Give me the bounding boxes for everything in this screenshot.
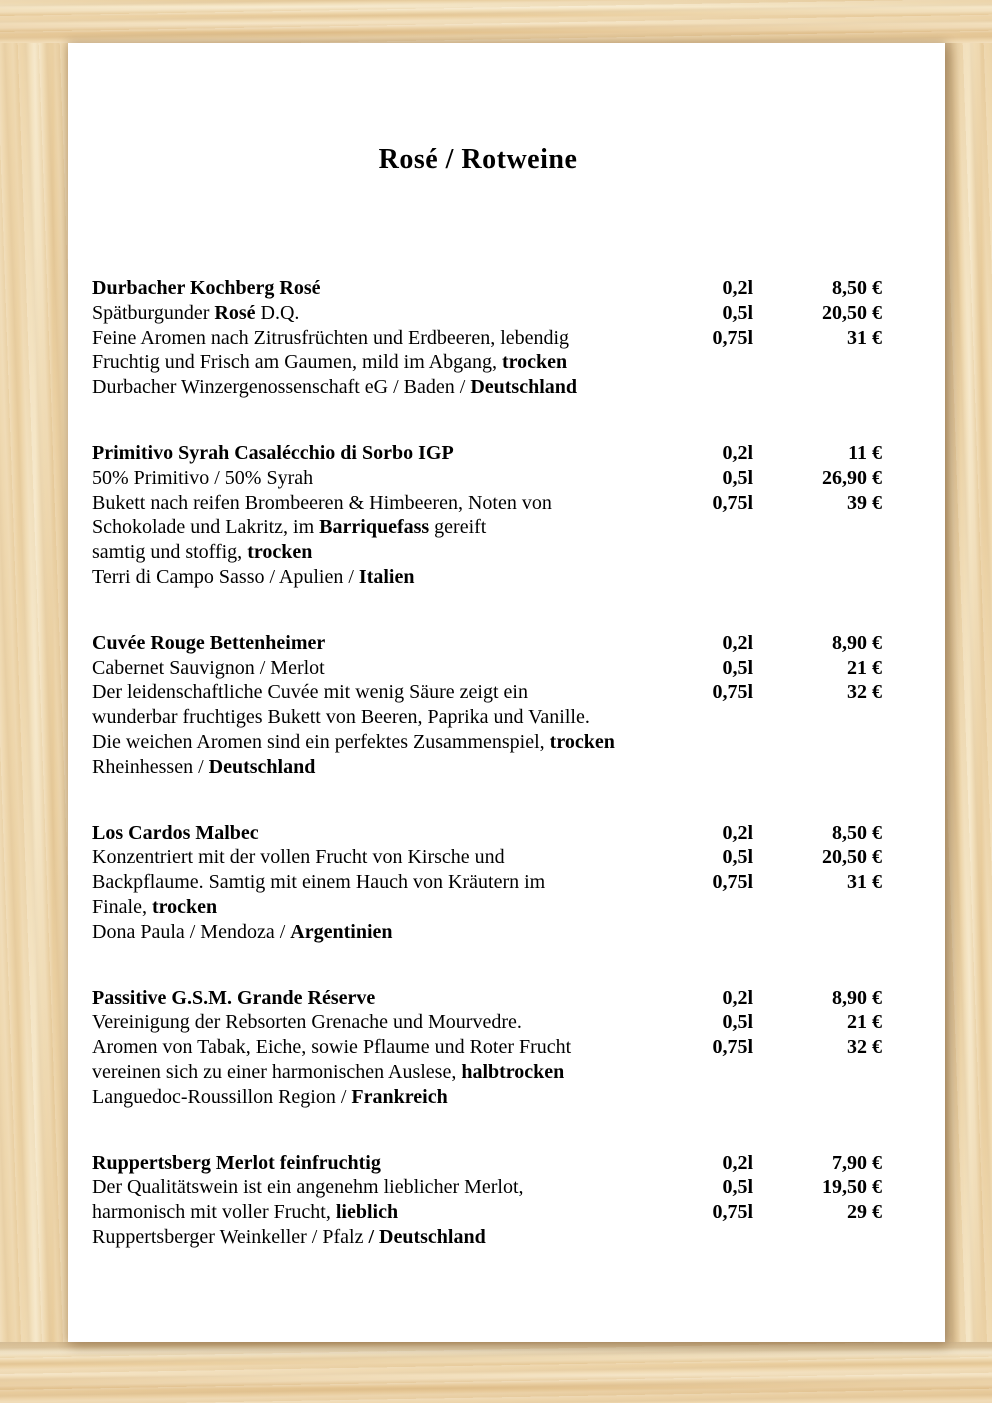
price-row	[683, 1035, 882, 1060]
price-value: 21 €	[847, 1011, 882, 1034]
price-row	[683, 441, 882, 466]
price-value: 20,50 €	[822, 846, 882, 869]
wine-description-bold-segment: Rosé	[214, 301, 256, 324]
wood-frame-bottom	[0, 1342, 992, 1403]
wine-description-line	[92, 1060, 732, 1085]
wine-description-line	[92, 870, 732, 895]
wine-description-segment: Aromen von Tabak, Eiche, sowie Pflaume und Roter Frucht	[92, 1036, 572, 1059]
wine-text-block	[92, 1151, 732, 1250]
serving-size: 0,5l	[722, 846, 753, 869]
wood-frame-left	[0, 43, 68, 1342]
wine-name: Ruppertsberg Merlot feinfruchtig	[92, 1151, 381, 1174]
wine-price-table	[683, 631, 882, 705]
serving-size: 0,75l	[712, 491, 753, 514]
wine-description-bold-segment: Barriquefass	[319, 516, 430, 539]
wine-description-segment: Konzentriert mit der vollen Frucht von Kirsche und	[92, 846, 505, 869]
wine-description-segment: Languedoc-Roussillon Region /	[92, 1085, 352, 1108]
wine-list	[68, 276, 945, 1291]
wine-entry	[92, 1151, 945, 1250]
wine-description-segment: gereift	[429, 516, 487, 539]
wine-text-block	[92, 821, 732, 945]
serving-size: 0,5l	[722, 656, 753, 679]
price-value: 11 €	[848, 441, 882, 464]
wine-description-segment: samtig und stoffig,	[92, 541, 248, 564]
serving-size: 0,75l	[712, 326, 753, 349]
wine-description-bold-segment: Deutschland	[470, 376, 578, 399]
serving-size: 0,5l	[722, 466, 753, 489]
price-row	[683, 466, 882, 491]
price-value: 20,50 €	[822, 301, 882, 324]
wine-price-table	[683, 821, 882, 895]
wine-description-line	[92, 920, 732, 945]
wine-description-bold-segment: Argentinien	[290, 920, 393, 943]
page-title: Rosé / Rotweine	[378, 144, 578, 175]
wine-description-line	[92, 1175, 732, 1200]
wine-name: Primitivo Syrah Casalécchio di Sorbo IGP	[92, 441, 454, 464]
price-row	[683, 301, 882, 326]
wine-description-line	[92, 1085, 732, 1110]
wine-description-bold-segment: Italien	[358, 565, 415, 588]
wine-description-line	[92, 656, 732, 681]
wine-text-block	[92, 441, 732, 590]
wine-description-line	[92, 1225, 732, 1250]
price-row	[683, 1175, 882, 1200]
price-value: 39 €	[847, 491, 882, 514]
serving-size: 0,75l	[712, 681, 753, 704]
serving-size: 0,2l	[722, 277, 753, 299]
wine-description-bold-segment: trocken	[152, 895, 218, 918]
wine-name: Los Cardos Malbec	[92, 821, 259, 844]
wine-description-line	[92, 705, 732, 730]
serving-size: 0,2l	[722, 441, 753, 464]
price-row	[683, 1010, 882, 1035]
wine-description-bold-segment: / Deutschland	[368, 1225, 486, 1248]
wine-text-block	[92, 631, 732, 780]
serving-size: 0,2l	[722, 821, 753, 844]
wine-entry	[92, 821, 945, 945]
wine-description-bold-segment: lieblich	[335, 1201, 399, 1224]
wine-description-line	[92, 540, 732, 565]
wine-description-line	[92, 730, 732, 755]
wine-description-line	[92, 515, 732, 540]
wine-description-segment: Backpflaume. Samtig mit einem Hauch von Kräutern im	[92, 871, 546, 894]
wine-description-segment: vereinen sich zu einer harmonischen Auslese,	[92, 1060, 462, 1083]
wine-description-bold-segment: halbtrocken	[461, 1060, 565, 1083]
wine-description-segment: Schokolade und Lakritz, im	[92, 516, 320, 539]
serving-size: 0,2l	[722, 631, 753, 654]
serving-size: 0,2l	[722, 1151, 753, 1174]
wine-description-segment: harmonisch mit voller Frucht,	[92, 1201, 336, 1224]
price-value: 21 €	[847, 656, 882, 679]
wine-description-segment: Cabernet Sauvignon / Merlot	[92, 656, 325, 679]
wine-description-segment: Bukett nach reifen Brombeeren & Himbeeren, Noten von	[92, 491, 552, 514]
price-row	[683, 870, 882, 895]
price-value: 8,50 €	[832, 821, 882, 844]
price-row	[683, 845, 882, 870]
serving-size: 0,5l	[722, 1176, 753, 1199]
wine-price-table	[683, 986, 882, 1060]
price-row	[683, 1151, 882, 1176]
wine-text-block	[92, 986, 732, 1110]
wine-description-bold-segment: Frankreich	[351, 1085, 448, 1108]
serving-size: 0,5l	[722, 1011, 753, 1034]
wine-description-segment: Terri di Campo Sasso / Apulien /	[92, 565, 359, 588]
wine-description-line	[92, 326, 732, 351]
serving-size: 0,75l	[712, 871, 753, 894]
price-row	[683, 491, 882, 516]
wine-price-table	[683, 1151, 882, 1225]
wine-description-line	[92, 1035, 732, 1060]
wine-description-segment: wunderbar fruchtiges Bukett von Beeren, Paprika und Vanille.	[92, 706, 590, 729]
menu-sheet	[68, 43, 945, 1342]
price-row	[683, 656, 882, 681]
wine-description-line	[92, 680, 732, 705]
price-value: 7,90 €	[832, 1151, 882, 1174]
wine-description-segment: Vereinigung der Rebsorten Grenache und Mourvedre.	[92, 1011, 522, 1034]
serving-size: 0,75l	[712, 1201, 753, 1224]
wine-description-segment: Ruppertsberger Weinkeller / Pfalz	[92, 1225, 369, 1248]
price-value: 32 €	[847, 1036, 882, 1059]
wine-entry	[92, 276, 945, 400]
wine-description-line	[92, 1010, 732, 1035]
wine-entry	[92, 441, 945, 590]
wood-frame-right	[945, 43, 992, 1342]
wood-frame-top	[0, 0, 992, 43]
wine-name: Durbacher Kochberg Rosé	[92, 277, 321, 299]
wine-description-segment: Der leidenschaftliche Cuvée mit wenig Säure zeigt ein	[92, 681, 528, 704]
wine-description-segment: Feine Aromen nach Zitrusfrüchten und Erdbeeren, lebendig	[92, 326, 570, 349]
serving-size: 0,75l	[712, 1036, 753, 1059]
serving-size: 0,2l	[722, 986, 753, 1009]
price-value: 8,50 €	[832, 277, 882, 299]
wine-description-segment: D.Q.	[255, 301, 300, 324]
wine-description-bold-segment: Deutschland	[208, 755, 316, 778]
wine-name: Cuvée Rouge Bettenheimer	[92, 631, 326, 654]
wine-description-segment: Der Qualitätswein ist ein angenehm lieblicher Merlot,	[92, 1176, 524, 1199]
price-value: 32 €	[847, 681, 882, 704]
wine-description-segment: Fruchtig und Frisch am Gaumen, mild im Abgang,	[92, 351, 502, 374]
wine-description-line	[92, 895, 732, 920]
price-row	[683, 1200, 882, 1225]
price-row	[683, 326, 882, 351]
price-row	[683, 986, 882, 1011]
wine-text-block	[92, 276, 732, 400]
wine-description-segment: Rheinhessen /	[92, 755, 209, 778]
price-value: 26,90 €	[822, 466, 882, 489]
price-row	[683, 631, 882, 656]
wine-description-line	[92, 466, 732, 491]
price-value: 29 €	[847, 1201, 882, 1224]
wine-description-segment: Durbacher Winzergenossenschaft eG / Baden /	[92, 376, 471, 399]
wine-description-line	[92, 350, 732, 375]
wine-entry	[92, 631, 945, 780]
serving-size: 0,5l	[722, 301, 753, 324]
wine-description-segment: Die weichen Aromen sind ein perfektes Zusammenspiel,	[92, 730, 550, 753]
price-value: 31 €	[847, 871, 882, 894]
wine-description-bold-segment: trocken	[247, 541, 313, 564]
wine-description-bold-segment: trocken	[549, 730, 615, 753]
wine-description-line	[92, 375, 732, 400]
wine-description-line	[92, 755, 732, 780]
wine-description-line	[92, 1200, 732, 1225]
wine-name: Passitive G.S.M. Grande Réserve	[92, 986, 376, 1009]
wine-price-table	[683, 441, 882, 515]
price-row	[683, 821, 882, 846]
wine-description-bold-segment: trocken	[501, 351, 568, 374]
price-value: 19,50 €	[822, 1176, 882, 1199]
price-value: 8,90 €	[832, 631, 882, 654]
wine-description-segment: 50% Primitivo / 50% Syrah	[92, 466, 314, 489]
wine-description-line	[92, 491, 732, 516]
wine-description-segment: Dona Paula / Mendoza /	[92, 920, 291, 943]
price-value: 31 €	[847, 326, 882, 349]
wine-description-line	[92, 565, 732, 590]
wine-description-segment: Finale,	[92, 895, 152, 918]
wine-description-line	[92, 301, 732, 326]
wine-entry	[92, 986, 945, 1110]
price-row	[683, 680, 882, 705]
price-row	[683, 276, 882, 301]
wine-description-segment: Spätburgunder	[92, 301, 215, 324]
wine-description-line	[92, 845, 732, 870]
price-value: 8,90 €	[832, 986, 882, 1009]
wine-price-table	[683, 276, 882, 350]
